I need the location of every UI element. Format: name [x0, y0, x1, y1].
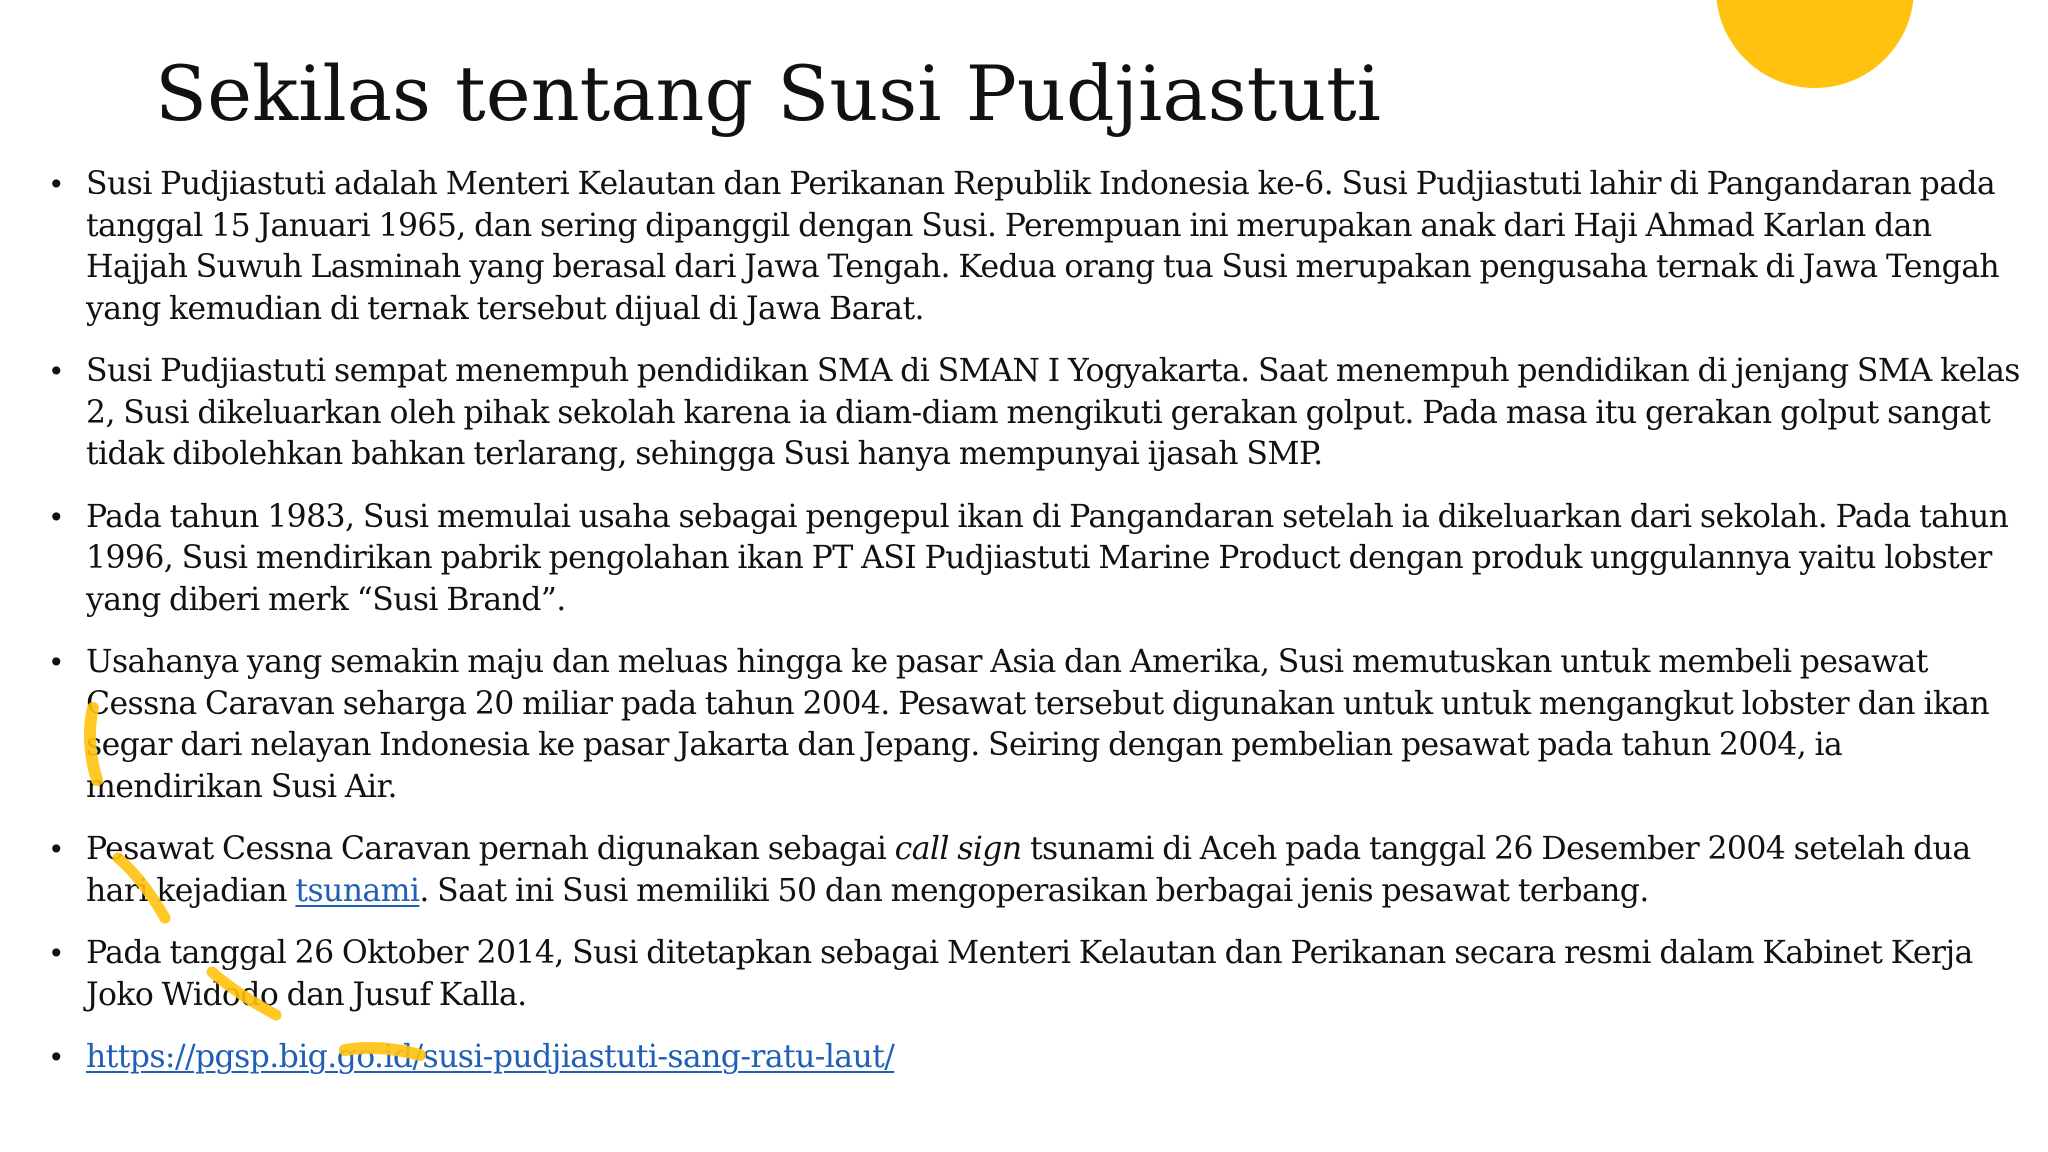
bullet-item [40, 933, 2020, 1016]
bullet-item [40, 497, 2020, 622]
slide-title: Sekilas tentang Susi Pudjiastuti [155, 49, 1381, 138]
bullet-dot-icon: • [48, 646, 64, 679]
bullet-text: Usahanya yang semakin maju dan meluas hingga ke pasar Asia dan Amerika, Susi memutuskan untuk membeli pesawat Cessna Caravan seharga 20 miliar pada tahun 2004. Pesawat tersebut digunakan untuk untuk mengangkut lobster dan ikan segar dari nelayan Indonesia ke pasar Jakarta dan Jepang. Seiring dengan pembelian pesawat pada tahun 2004, ia mendirikan Susi Air. [86, 644, 1990, 805]
bullet-text-before: Pesawat Cessna Caravan pernah digunakan sebagai [86, 831, 895, 867]
source-url-link[interactable]: https://pgsp.big.go.id/susi-pudjiastuti-sang-ratu-laut/ [86, 1039, 895, 1075]
bullet-dot-icon: • [48, 355, 64, 388]
decorative-circle [1716, 0, 1914, 88]
bullet-item [40, 351, 2020, 476]
bullet-dot-icon: • [48, 168, 64, 201]
bullet-dot-icon: • [48, 1041, 64, 1074]
bullet-text: Pada tahun 1983, Susi memulai usaha sebagai pengepul ikan di Pangandaran setelah ia dikeluarkan dari sekolah. Pada tahun 1996, Susi mendirikan pabrik pengolahan ikan PT ASI Pudjiastuti Marine Product dengan produk unggulannya yaitu lobster yang diberi merk “Susi Brand”. [86, 498, 2009, 618]
bullet-dot-icon: • [48, 833, 64, 866]
bullet-item [40, 642, 2020, 808]
bullet-text: Pada tanggal 26 Oktober 2014, Susi ditetapkan sebagai Menteri Kelautan dan Perikanan secara resmi dalam Kabinet Kerja Joko Widodo dan Jusuf Kalla. [86, 935, 1973, 1013]
bullet-dot-icon: • [48, 500, 64, 534]
bullet-text: Susi Pudjiastuti adalah Menteri Kelautan dan Perikanan Republik Indonesia ke-6. Susi Pudjiastuti lahir di Pangandaran pada tanggal 15 Januari 1965, dan sering dipanggil dengan Susi. Perempuan ini merupakan anak dari Haji Ahmad Karlan dan Hajjah Suwuh Lasminah yang berasal dari Jawa Tengah. Kedua orang tua Susi merupakan pengusaha ternak di Jawa Tengah yang kemudian di ternak tersebut dijual di Jawa Barat. [86, 166, 2000, 327]
bullet-item [40, 829, 2020, 912]
call-sign-italic: call sign [894, 831, 1022, 867]
tsunami-link[interactable]: tsunami [295, 872, 420, 909]
bullet-item [40, 1037, 2020, 1079]
bullet-list [40, 164, 2020, 1100]
bullet-text-after: . Saat ini Susi memiliki 50 dan mengoperasikan berbagai jenis pesawat terbang. [419, 872, 1649, 909]
bullet-dot-icon: • [48, 937, 64, 970]
bullet-text-middle: tsunami di Aceh pada tanggal 26 Desember 2004 setelah dua hari kejadian [86, 831, 1971, 909]
bullet-text: Susi Pudjiastuti sempat menempuh pendidikan SMA di SMAN I Yogyakarta. Saat menempuh pendidikan di jenjang SMA kelas 2, Susi dikeluarkan oleh pihak sekolah karena ia diam-diam mengikuti gerakan golput. Pada masa itu gerakan golput sangat tidak dibolehkan bahkan terlarang, sehingga Susi hanya mempunyai ijasah SMP. [86, 353, 2020, 472]
bullet-item [40, 164, 2020, 330]
